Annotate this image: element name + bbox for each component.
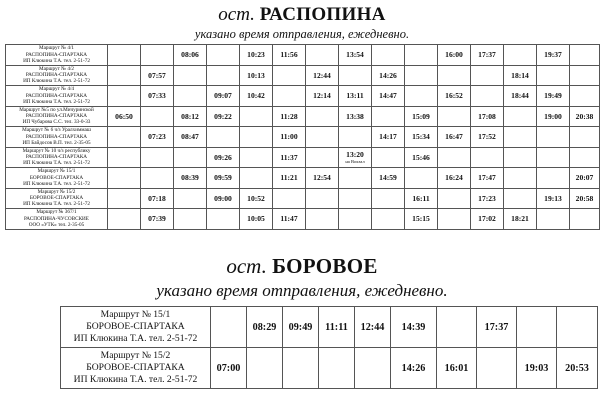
departure-time: 11:00 xyxy=(280,132,298,142)
time-cell xyxy=(141,45,174,66)
route-line: ИП Клюкина Т.А. тел. 2-51-72 xyxy=(23,57,90,64)
time-cell xyxy=(207,45,240,66)
departure-time: 12:54 xyxy=(313,173,331,183)
time-cell xyxy=(471,188,504,209)
stop2-name: БОРОВОЕ xyxy=(272,254,378,278)
departure-time: 07:39 xyxy=(148,214,166,224)
time-cell xyxy=(319,348,355,389)
departure-time: 07:57 xyxy=(148,70,166,80)
time-cell xyxy=(108,106,141,127)
time-cell xyxy=(283,348,319,389)
route-line: ИП Клюкина Т.А. тел. 2-51-72 xyxy=(73,333,198,344)
time-cell xyxy=(570,209,600,230)
departure-time: 18:14 xyxy=(511,70,529,80)
time-cell xyxy=(273,127,306,148)
time-cell xyxy=(372,188,405,209)
timetable-row xyxy=(61,348,598,389)
departure-time: 07:00 xyxy=(216,362,241,374)
time-cell xyxy=(339,209,372,230)
route-line: Маршрут № 6 ч/з Уралхиммаш xyxy=(22,127,91,134)
timetable-row xyxy=(6,209,600,230)
time-cell xyxy=(437,348,477,389)
time-cell xyxy=(273,65,306,86)
time-cell xyxy=(319,307,355,348)
time-cell xyxy=(537,168,570,189)
route-cell xyxy=(6,188,108,209)
departure-time: 19:13 xyxy=(544,193,562,203)
time-cell xyxy=(557,348,598,389)
time-cell xyxy=(504,65,537,86)
time-cell xyxy=(557,307,598,348)
time-cell xyxy=(339,168,372,189)
departure-time: 11:47 xyxy=(280,214,298,224)
stop2-title xyxy=(0,254,604,279)
departure-time: 12:44 xyxy=(360,321,385,333)
time-cell xyxy=(273,209,306,230)
time-cell xyxy=(207,147,240,168)
time-cell xyxy=(471,65,504,86)
time-cell xyxy=(306,45,339,66)
route-line: РАСПОПИНА-СПАРТАКА xyxy=(25,113,88,120)
route-line: Маршрут № 15/1 xyxy=(100,309,171,320)
timetable-row xyxy=(6,86,600,107)
departure-time: 17:23 xyxy=(478,193,496,203)
time-cell xyxy=(372,86,405,107)
time-cell xyxy=(339,188,372,209)
route-line: Маршрут № 367/1 xyxy=(36,209,77,216)
time-cell xyxy=(306,188,339,209)
route-line: РАСПОПИНА-СПАРТАКА xyxy=(25,92,88,99)
departure-time: 18:21 xyxy=(511,214,529,224)
departure-time: 16:47 xyxy=(445,132,463,142)
departure-time: 08:39 xyxy=(181,173,199,183)
route-line: Маршрут № 10 ч/з республику xyxy=(22,147,91,154)
stop1-timetable xyxy=(5,44,600,230)
time-cell xyxy=(141,106,174,127)
time-cell xyxy=(570,45,600,66)
timetable-row xyxy=(6,65,600,86)
route-line: БОРОВОЕ-СПАРТАКА xyxy=(29,195,84,202)
route-line: ИП Байдосов В.П. тел. 2-35-05 xyxy=(22,139,91,146)
time-cell xyxy=(108,188,141,209)
departure-time: 19:49 xyxy=(544,91,562,101)
route-line: Маршрут № 15/1 xyxy=(37,168,76,175)
departure-time: 10:05 xyxy=(247,214,265,224)
time-cell xyxy=(517,348,557,389)
timetable-row xyxy=(6,106,600,127)
departure-time: 09:26 xyxy=(214,152,232,162)
time-cell xyxy=(405,168,438,189)
time-cell xyxy=(174,168,207,189)
time-cell xyxy=(570,65,600,86)
route-line: Маршрут № 4/4 xyxy=(38,86,75,93)
route-cell xyxy=(6,106,108,127)
route-line: БОРОВОЕ-СПАРТАКА xyxy=(86,321,185,332)
time-cell xyxy=(141,168,174,189)
time-cell xyxy=(174,45,207,66)
departure-time: 17:52 xyxy=(478,132,496,142)
departure-time: 09:07 xyxy=(214,91,232,101)
time-cell xyxy=(438,209,471,230)
time-cell xyxy=(504,147,537,168)
time-cell xyxy=(504,106,537,127)
route-cell xyxy=(6,45,108,66)
route-line: ИП Клюкина Т.А. тел. 2-51-72 xyxy=(23,201,90,208)
departure-time: 15:09 xyxy=(412,111,430,121)
departure-time: 11:21 xyxy=(280,173,298,183)
time-cell xyxy=(273,86,306,107)
route-line: РАСПОПИНА-ЧУСОВСКИЕ xyxy=(24,215,89,222)
time-cell xyxy=(537,86,570,107)
time-cell xyxy=(240,127,273,148)
time-cell xyxy=(141,65,174,86)
time-cell xyxy=(438,127,471,148)
time-cell xyxy=(504,168,537,189)
time-cell xyxy=(240,65,273,86)
time-cell xyxy=(391,307,437,348)
time-cell xyxy=(517,307,557,348)
departure-time: 16:11 xyxy=(412,193,430,203)
time-cell xyxy=(211,348,247,389)
departure-time: 20:38 xyxy=(575,111,594,121)
time-cell xyxy=(211,307,247,348)
stop2-timetable xyxy=(60,306,598,389)
time-cell xyxy=(570,106,600,127)
time-cell xyxy=(306,209,339,230)
timetable-row xyxy=(6,188,600,209)
route-line: ИП Клюкина Т.А. тел. 2-51-72 xyxy=(23,160,90,167)
time-cell xyxy=(477,307,517,348)
time-cell xyxy=(339,65,372,86)
time-cell xyxy=(174,188,207,209)
departure-time: 09:49 xyxy=(288,321,313,333)
time-cell xyxy=(477,348,517,389)
time-cell xyxy=(207,188,240,209)
departure-time: 18:44 xyxy=(511,91,529,101)
time-cell xyxy=(537,45,570,66)
time-cell xyxy=(504,127,537,148)
time-cell xyxy=(207,65,240,86)
departure-time: 08:06 xyxy=(181,50,199,60)
time-cell xyxy=(438,45,471,66)
time-cell xyxy=(247,307,283,348)
time-cell xyxy=(141,188,174,209)
time-cell xyxy=(240,168,273,189)
time-cell xyxy=(405,86,438,107)
time-cell xyxy=(537,209,570,230)
time-cell xyxy=(240,147,273,168)
time-cell xyxy=(405,45,438,66)
departure-time: 09:00 xyxy=(214,193,232,203)
time-cell xyxy=(391,348,437,389)
departure-time: 09:59 xyxy=(214,173,232,183)
departure-time: 09:22 xyxy=(214,111,232,121)
route-line: РАСПОПИНА-СПАРТАКА xyxy=(25,72,88,79)
time-cell xyxy=(537,106,570,127)
time-cell xyxy=(372,147,405,168)
time-cell xyxy=(570,127,600,148)
time-cell xyxy=(207,168,240,189)
time-cell xyxy=(273,188,306,209)
departure-time: 14:17 xyxy=(379,132,397,142)
departure-time: 20:07 xyxy=(575,173,594,183)
time-cell xyxy=(355,348,391,389)
route-line: РАСПОПИНА-СПАРТАКА xyxy=(25,51,88,58)
time-cell xyxy=(108,65,141,86)
time-cell xyxy=(141,86,174,107)
route-line: ИП Клюкина Т.А. тел. 2-51-72 xyxy=(23,98,90,105)
departure-time: 08:12 xyxy=(181,111,199,121)
timetable-row xyxy=(6,168,600,189)
time-cell xyxy=(240,188,273,209)
time-cell xyxy=(405,147,438,168)
route-line: Маршрут № 4/2 xyxy=(38,65,75,72)
time-cell xyxy=(537,127,570,148)
time-cell xyxy=(240,106,273,127)
stop1-name: РАСПОПИНА xyxy=(259,4,386,25)
time-cell xyxy=(306,127,339,148)
departure-time: 17:08 xyxy=(478,111,496,121)
time-cell xyxy=(372,209,405,230)
departure-time: 12:44 xyxy=(313,70,331,80)
departure-time: 11:56 xyxy=(280,50,298,60)
departure-time: 16:52 xyxy=(445,91,463,101)
departure-time: 11:37 xyxy=(280,152,298,162)
time-cell xyxy=(306,168,339,189)
departure-time: 13:11 xyxy=(346,91,364,101)
time-cell xyxy=(273,147,306,168)
time-cell xyxy=(174,65,207,86)
time-cell xyxy=(108,147,141,168)
departure-time: 19:03 xyxy=(524,362,549,374)
time-cell xyxy=(405,209,438,230)
time-cell xyxy=(537,147,570,168)
departure-time: 20:58 xyxy=(575,193,594,203)
time-cell xyxy=(570,86,600,107)
time-cell xyxy=(438,168,471,189)
route-line: БОРОВОЕ-СПАРТАКА xyxy=(29,174,84,181)
departure-time: 19:37 xyxy=(544,50,562,60)
departure-time: 12:14 xyxy=(313,91,331,101)
departure-time: 14:39 xyxy=(401,321,426,333)
time-cell xyxy=(174,127,207,148)
stop1-subtitle: указано время отправления, ежедневно. xyxy=(194,27,410,41)
time-cell xyxy=(247,348,283,389)
time-cell xyxy=(306,86,339,107)
route-line: Маршрут № 15/2 xyxy=(100,350,171,361)
departure-time: 19:00 xyxy=(544,111,562,121)
departure-time: 10:52 xyxy=(247,193,265,203)
time-cell xyxy=(537,65,570,86)
time-cell xyxy=(108,45,141,66)
time-note: на Вокзал xyxy=(345,159,365,165)
time-cell xyxy=(405,65,438,86)
time-cell xyxy=(471,86,504,107)
departure-time: 15:34 xyxy=(412,132,430,142)
stop1-title xyxy=(0,4,604,26)
time-cell xyxy=(437,307,477,348)
time-cell xyxy=(273,45,306,66)
time-cell xyxy=(372,65,405,86)
time-cell xyxy=(471,147,504,168)
departure-time: 11:11 xyxy=(325,321,348,333)
time-cell xyxy=(174,86,207,107)
route-cell xyxy=(61,307,211,348)
time-cell xyxy=(240,209,273,230)
departure-time: 16:24 xyxy=(445,173,463,183)
departure-time: 13:20 xyxy=(346,150,364,160)
departure-time: 07:18 xyxy=(148,193,166,203)
route-cell xyxy=(6,127,108,148)
timetable-row xyxy=(6,127,600,148)
time-cell xyxy=(339,86,372,107)
departure-time: 17:47 xyxy=(478,173,496,183)
timetable-row xyxy=(6,147,600,168)
time-cell xyxy=(438,86,471,107)
departure-time: 11:28 xyxy=(280,111,298,121)
route-line: РАСПОПИНА-СПАРТАКА xyxy=(25,133,88,140)
departure-time: 16:00 xyxy=(445,50,463,60)
route-line: БОРОВОЕ-СПАРТАКА xyxy=(86,362,185,373)
time-cell xyxy=(570,147,600,168)
time-cell xyxy=(405,188,438,209)
route-cell xyxy=(6,65,108,86)
route-line: ИП Клюкина Т.А. тел. 2-51-72 xyxy=(23,78,90,85)
time-cell xyxy=(108,168,141,189)
route-line: Маршрут №5 по ул.Мичуринской xyxy=(19,106,94,113)
route-line: ООО «УТК» тел. 2-35-05 xyxy=(28,221,85,228)
departure-time: 10:23 xyxy=(247,50,265,60)
time-cell xyxy=(405,127,438,148)
time-cell xyxy=(372,45,405,66)
time-cell xyxy=(372,106,405,127)
time-cell xyxy=(471,209,504,230)
time-cell xyxy=(108,127,141,148)
time-cell xyxy=(174,147,207,168)
time-cell xyxy=(207,127,240,148)
time-cell xyxy=(438,188,471,209)
time-cell xyxy=(438,65,471,86)
departure-time: 14:47 xyxy=(379,91,397,101)
route-cell xyxy=(6,147,108,168)
time-cell xyxy=(372,127,405,148)
stop2-prefix: ост. xyxy=(226,254,267,278)
departure-time: 16:01 xyxy=(444,362,469,374)
departure-time: 15:15 xyxy=(412,214,430,224)
departure-time: 14:26 xyxy=(379,70,397,80)
time-cell xyxy=(174,209,207,230)
departure-time: 08:29 xyxy=(252,321,277,333)
route-cell xyxy=(61,348,211,389)
timetable-row xyxy=(61,307,598,348)
time-cell xyxy=(339,127,372,148)
time-cell xyxy=(339,45,372,66)
time-cell xyxy=(240,45,273,66)
time-cell xyxy=(339,106,372,127)
time-cell xyxy=(108,209,141,230)
departure-time: 07:23 xyxy=(148,132,166,142)
stop1-prefix: ост. xyxy=(218,4,255,25)
time-cell xyxy=(108,86,141,107)
departure-time: 20:53 xyxy=(565,362,589,374)
time-cell xyxy=(504,86,537,107)
time-cell xyxy=(141,127,174,148)
time-cell xyxy=(141,209,174,230)
departure-time: 07:33 xyxy=(148,91,166,101)
time-cell xyxy=(405,106,438,127)
time-cell xyxy=(141,147,174,168)
route-line: ИП Клюкина Т.А. тел. 2-51-72 xyxy=(73,374,198,385)
departure-time: 14:59 xyxy=(379,173,397,183)
time-cell xyxy=(207,106,240,127)
route-line: Маршрут № 4/1 xyxy=(38,45,75,52)
stop2-subtitle: указано время отправления, ежедневно. xyxy=(156,281,448,300)
departure-time: 08:47 xyxy=(181,132,199,142)
time-cell xyxy=(438,147,471,168)
time-cell xyxy=(504,45,537,66)
time-cell xyxy=(207,86,240,107)
route-cell xyxy=(6,86,108,107)
time-cell xyxy=(504,188,537,209)
route-line: ИП Чубарова С.С. тел. 33-0-33 xyxy=(22,119,91,126)
time-cell xyxy=(372,168,405,189)
time-cell xyxy=(504,209,537,230)
time-cell xyxy=(471,127,504,148)
departure-time: 15:46 xyxy=(412,152,430,162)
route-cell xyxy=(6,209,108,230)
time-cell xyxy=(273,106,306,127)
departure-time: 10:13 xyxy=(247,70,265,80)
departure-time: 17:37 xyxy=(478,50,496,60)
time-cell xyxy=(207,209,240,230)
time-cell xyxy=(240,86,273,107)
time-cell xyxy=(306,106,339,127)
time-cell xyxy=(273,168,306,189)
departure-time: 13:54 xyxy=(346,50,364,60)
departure-time: 10:42 xyxy=(247,91,265,101)
route-line: РАСПОПИНА-СПАРТАКА xyxy=(25,154,88,161)
departure-time: 13:38 xyxy=(346,111,364,121)
departure-time: 17:02 xyxy=(478,214,496,224)
time-cell xyxy=(306,65,339,86)
time-cell xyxy=(570,168,600,189)
time-cell xyxy=(283,307,319,348)
timetable-row xyxy=(6,45,600,66)
time-cell xyxy=(537,188,570,209)
route-line: Маршрут № 15/2 xyxy=(37,188,76,195)
time-cell xyxy=(438,106,471,127)
departure-time: 14:26 xyxy=(401,362,426,374)
time-cell xyxy=(471,106,504,127)
route-line: ИП Клюкина Т.А. тел. 2-51-72 xyxy=(23,180,90,187)
departure-time: 17:37 xyxy=(484,321,509,333)
time-cell xyxy=(355,307,391,348)
time-cell xyxy=(570,188,600,209)
time-cell xyxy=(471,45,504,66)
time-cell xyxy=(306,147,339,168)
time-cell xyxy=(471,168,504,189)
route-cell xyxy=(6,168,108,189)
departure-time: 06:50 xyxy=(115,111,133,121)
time-cell xyxy=(339,147,372,168)
time-cell xyxy=(174,106,207,127)
